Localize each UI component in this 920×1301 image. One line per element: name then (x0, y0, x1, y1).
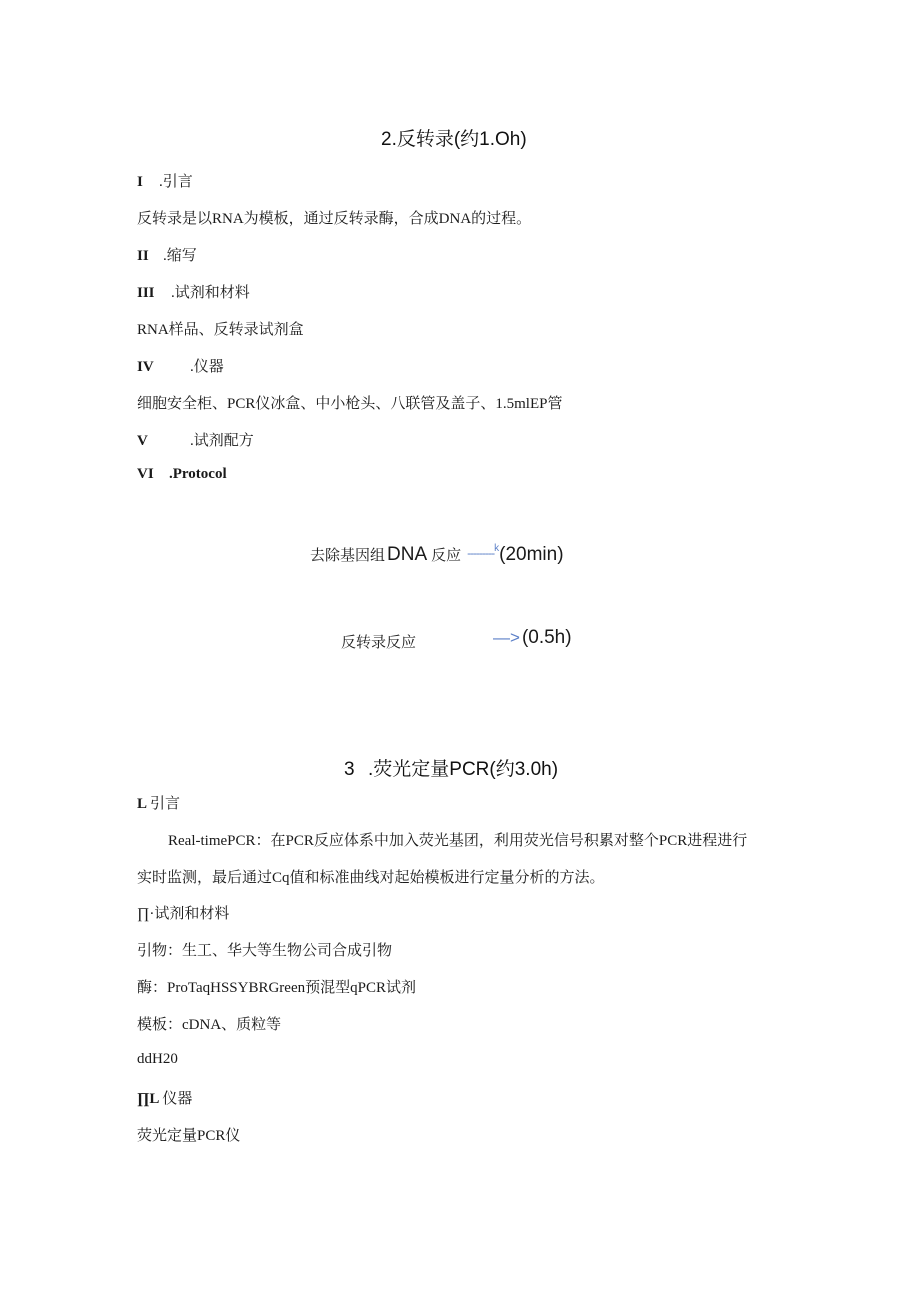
flow-arrow: --------- (467, 546, 495, 560)
heading-label: .缩写 (163, 248, 197, 264)
section3-intro-heading (137, 792, 180, 813)
flow-step-reverse-transcription (493, 627, 572, 649)
section3-enzyme: 酶：ProTaqHSSYBRGreen预混型qPCR试剂 (137, 980, 416, 996)
section3-title-text: .荧光定量PCR(约3.0h) (368, 759, 559, 780)
roman-numeral: ∏L (137, 1091, 160, 1107)
heading-label: 引言 (150, 796, 181, 812)
section3-title (344, 754, 558, 781)
flow-step1-suffix: 反应 (431, 548, 462, 564)
section2-intro-heading (137, 170, 193, 191)
flow-step2-label: 反转录反应 (341, 635, 417, 651)
heading-label: .引言 (159, 174, 193, 190)
flow-step-genomic-dna-removal (310, 543, 564, 566)
flow-arrow-head: k (494, 543, 500, 554)
section2-intro-text: 反转录是以RNA为模板，通过反转录酶，合成DNA的过程。 (137, 211, 532, 227)
section2-protocol-heading (137, 466, 227, 483)
section2-instr-heading (137, 355, 224, 376)
roman-numeral: V (137, 433, 148, 449)
section3-water: ddH20 (137, 1051, 178, 1067)
flow-step1-time: (20min) (499, 544, 564, 565)
section2-instr-text: 细胞安全柜、PCR仪冰盒、中小枪头、八联管及盖子、1.5mlEP管 (137, 396, 563, 412)
section2-formula-heading (137, 429, 254, 450)
section3-intro-line1: Real-timePCR：在PCR反应体系中加入荧光基团，利用荧光信号积累对整个PCR进程进行 (168, 833, 748, 849)
section3-primer: 引物：生工、华大等生物公司合成引物 (137, 943, 393, 959)
section3-instr-text: 荧光定量PCR仪 (137, 1128, 241, 1144)
heading-label: 仪器 (162, 1091, 193, 1107)
section3-reagents-heading: ∏·试剂和材料 (137, 906, 230, 922)
flow-step1-prefix: 去除基因组 (310, 548, 386, 564)
flow-step2-time: (0.5h) (521, 627, 572, 648)
roman-numeral: VI (137, 466, 154, 482)
heading-label: .仪器 (190, 359, 224, 375)
flow-arrow: —> (493, 628, 520, 647)
flow-step1-dna: DNA (387, 544, 428, 565)
section2-reagents-heading (137, 281, 250, 302)
section2-abbr-heading (137, 244, 197, 265)
section2-reagents-text: RNA样品、反转录试剂盒 (137, 322, 304, 338)
heading-label: .试剂配方 (190, 433, 254, 449)
heading-label: .试剂和材料 (171, 285, 250, 301)
roman-numeral: III (137, 285, 155, 301)
roman-numeral: IV (137, 359, 154, 375)
heading-label: .Protocol (169, 466, 227, 482)
roman-numeral: II (137, 248, 149, 264)
section3-intro-line2: 实时监测，最后通过Cq值和标准曲线对起始模板进行定量分析的方法。 (137, 870, 605, 886)
section3-instr-heading (137, 1087, 192, 1108)
section2-title: 2.反转录(约1.Oh) (381, 129, 527, 150)
roman-numeral: L (137, 796, 148, 812)
section3-template: 模板：cDNA、质粒等 (137, 1017, 282, 1033)
roman-numeral: I (137, 174, 143, 190)
section3-title-num: 3 (344, 759, 355, 780)
